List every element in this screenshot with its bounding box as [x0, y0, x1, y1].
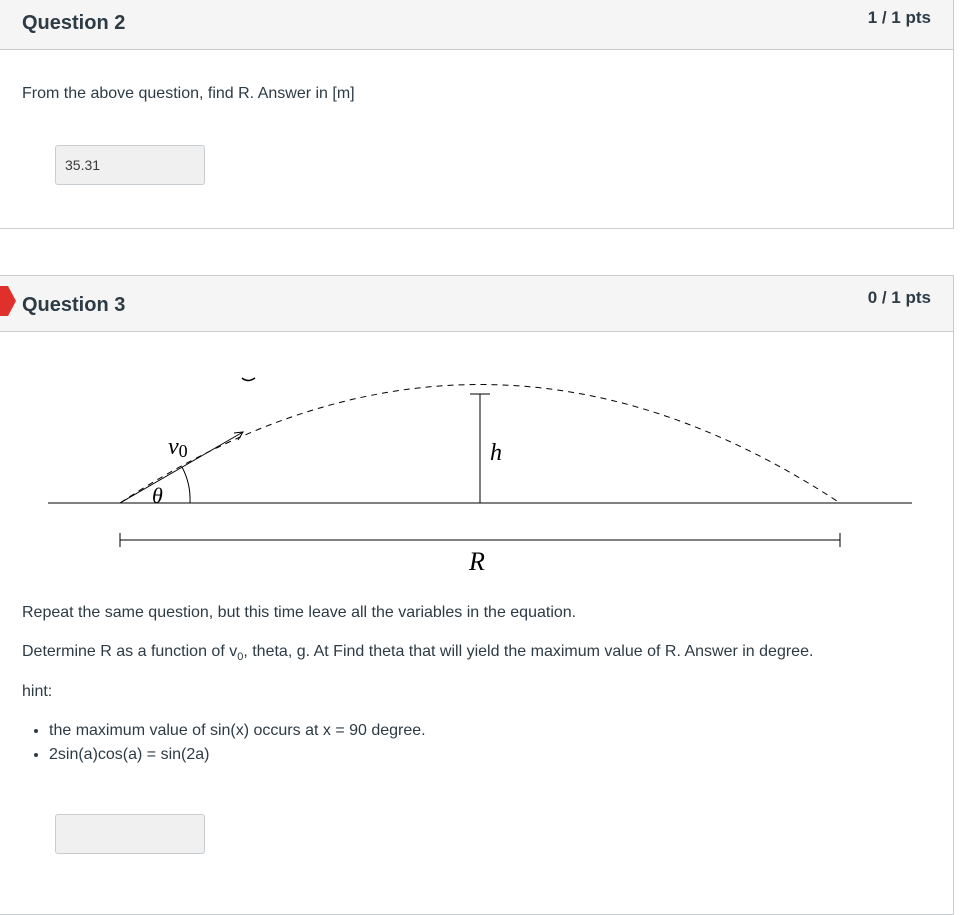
question-3-line-1: Repeat the same question, but this time leave all the variables in the equation. [22, 604, 577, 621]
question-3-points: 0 / 1 pts [867, 288, 931, 307]
question-3-line-2: Determine R as a function of $v_0$, theta, g. At Find theta that will yield the maximum value of R. Answer in degree. [22, 643, 814, 663]
question-2-card [0, 0, 954, 229]
question-2-header [0, 0, 953, 50]
question-2-answer-field[interactable]: 35.31 [55, 145, 205, 185]
projectile-diagram [0, 276, 954, 596]
label-theta: θ [152, 483, 163, 508]
hint-item: • the maximum value of sin(x) occurs at x = 90 degree. [49, 722, 426, 740]
hint-item: • 2sin(a)cos(a) = sin(2a) [49, 746, 426, 764]
question-3-card [0, 275, 954, 915]
label-R: R [469, 547, 485, 576]
question-2-prompt: From the above question, find R. Answer in [m] [22, 85, 355, 102]
label-v0: v0 [168, 434, 188, 461]
question-2-points: 1 / 1 pts [867, 8, 931, 27]
top-mark [242, 378, 255, 381]
label-h: h [490, 440, 502, 466]
angle-arc [182, 467, 190, 503]
question-3-title: Question 3 [22, 294, 126, 316]
question-3-answer-field[interactable] [55, 814, 205, 854]
hint-list [22, 722, 426, 770]
hint-label: hint: [22, 683, 53, 700]
question-2-title: Question 2 [22, 12, 126, 34]
